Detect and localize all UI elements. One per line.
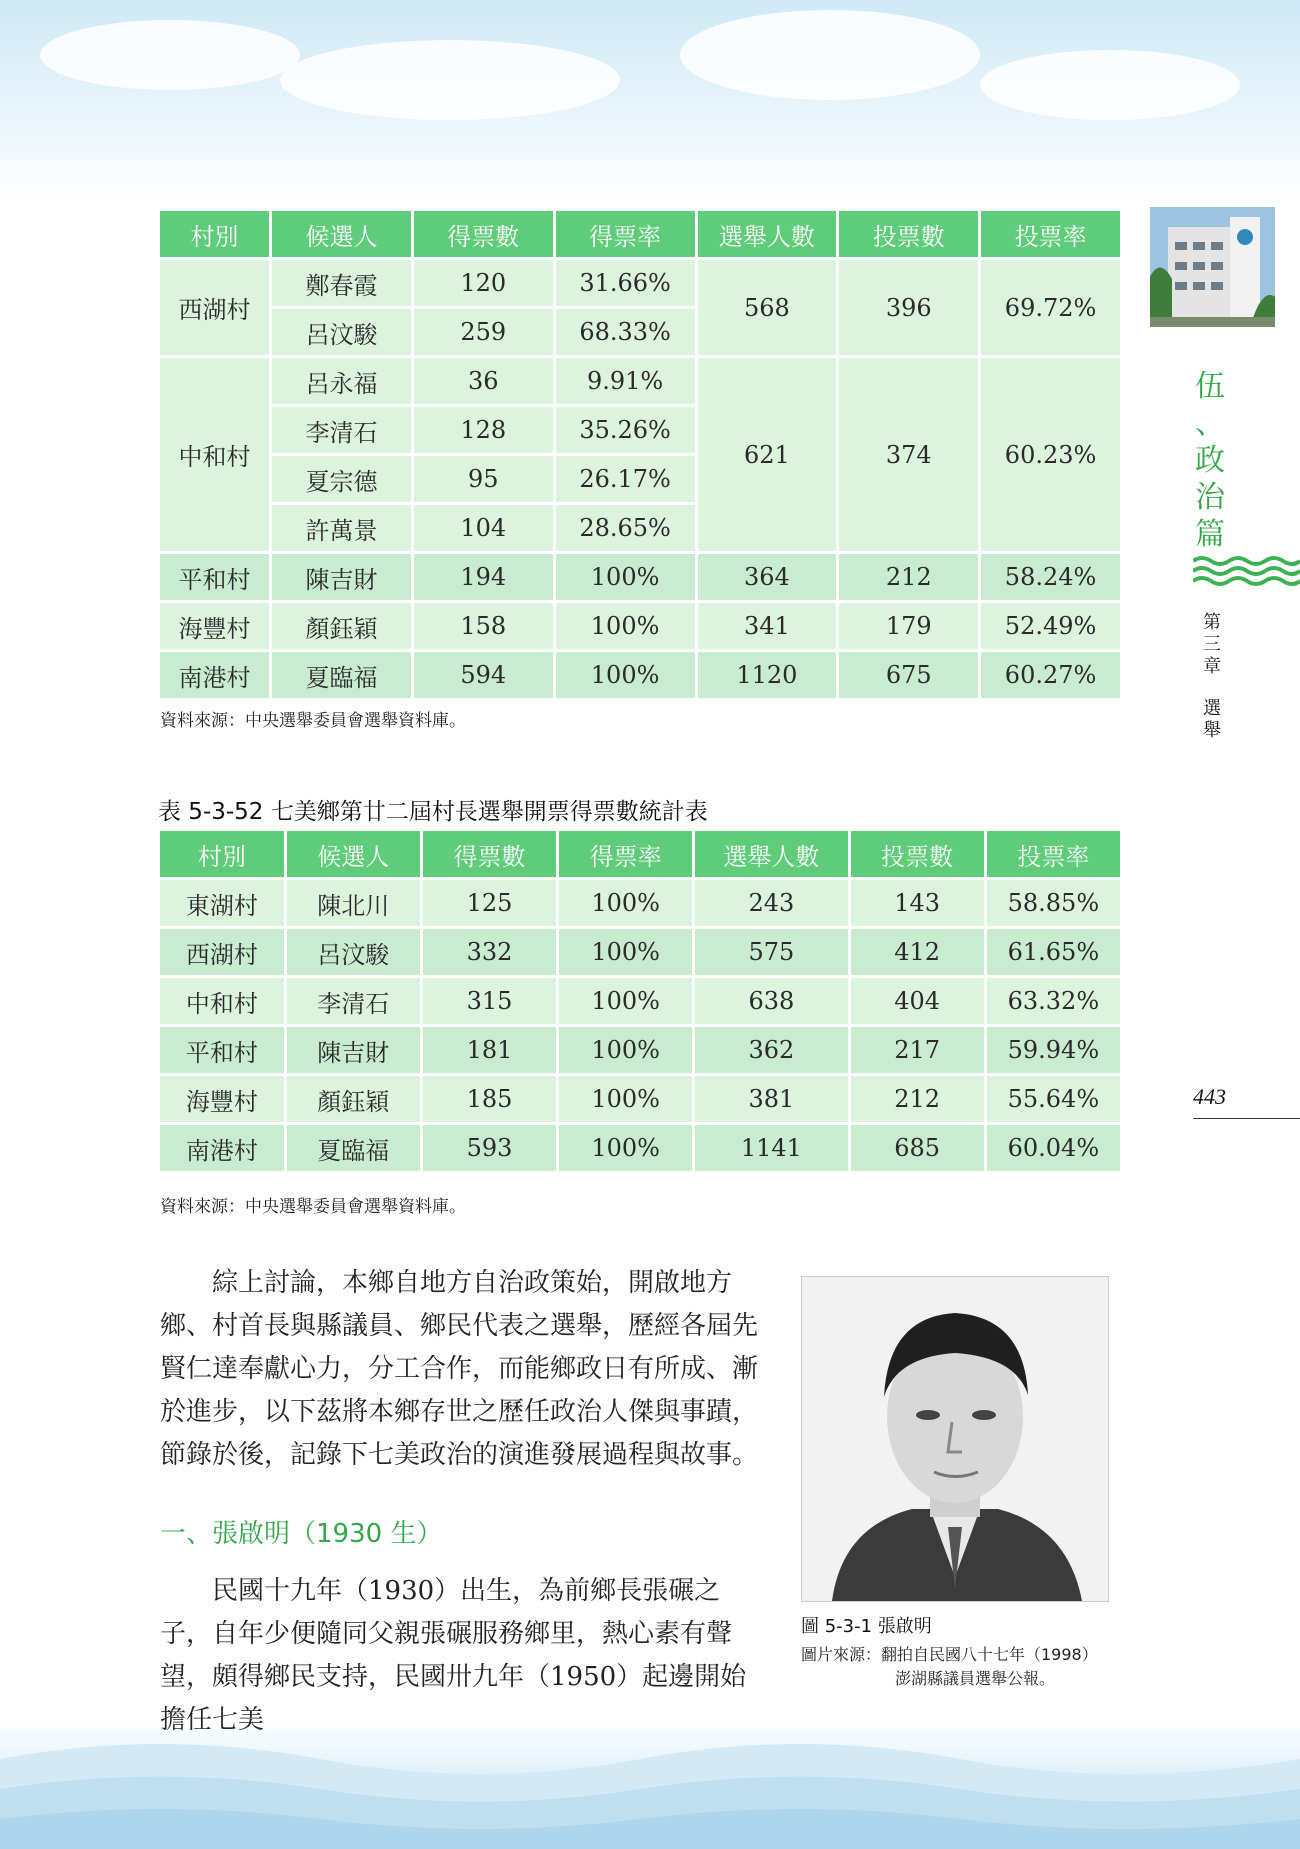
votes-cell: 315 [423, 978, 556, 1024]
page-number-rule [1193, 1118, 1300, 1119]
candidate-cell: 夏臨福 [287, 1125, 420, 1171]
cloud-shape [980, 50, 1240, 120]
votes-cell: 95 [414, 456, 553, 502]
table-row [160, 880, 1120, 926]
turnout-cell: 59.94% [987, 1027, 1120, 1073]
candidate-cell: 呂汶駿 [287, 929, 420, 975]
vote-rate-cell: 100% [559, 1027, 692, 1073]
building-image [1150, 207, 1275, 327]
vote-table-2 [157, 828, 1123, 1174]
village-cell: 海豐村 [160, 1076, 284, 1122]
table-2-title: 表 5-3-52 七美鄉第廿二屆村長選舉開票得票數統計表 [158, 799, 708, 825]
header-vote-rate: 得票率 [559, 831, 692, 877]
ballots-cell: 412 [851, 929, 984, 975]
sky-background [0, 0, 1300, 200]
portrait-image [802, 1277, 1108, 1601]
village-cell: 南港村 [160, 1125, 284, 1171]
turnout-cell: 58.24% [981, 554, 1120, 600]
vote-rate-cell: 26.17% [556, 456, 695, 502]
candidate-cell: 顏鈺穎 [287, 1076, 420, 1122]
ballots-cell: 217 [851, 1027, 984, 1073]
page-number: 443 [1193, 1084, 1226, 1109]
vote-rate-cell: 35.26% [556, 407, 695, 453]
chapter-char: 第 [1203, 612, 1221, 633]
table-1-source: 資料來源：中央選舉委員會選舉資料庫。 [160, 711, 466, 731]
electors-cell: 1120 [698, 652, 837, 698]
chapter-spacer [1198, 678, 1226, 698]
turnout-cell: 69.72% [981, 260, 1120, 355]
table-2-source: 資料來源：中央選舉委員會選舉資料庫。 [160, 1197, 466, 1217]
chapter-char: 章 [1203, 656, 1221, 677]
turnout-cell: 63.32% [987, 978, 1120, 1024]
votes-cell: 128 [414, 407, 553, 453]
village-cell: 中和村 [160, 358, 269, 551]
vote-rate-cell: 100% [559, 929, 692, 975]
vote-rate-cell: 31.66% [556, 260, 695, 306]
part-title-vertical [1190, 368, 1230, 553]
electors-cell: 568 [698, 260, 837, 355]
votes-cell: 185 [423, 1076, 556, 1122]
part-title-char: 、 [1195, 406, 1225, 441]
vote-rate-cell: 100% [559, 880, 692, 926]
candidate-cell: 陳吉財 [272, 554, 411, 600]
electors-cell: 243 [695, 880, 847, 926]
header-votes: 得票數 [414, 211, 553, 257]
candidate-cell: 夏臨福 [272, 652, 411, 698]
chapter-char: 選 [1203, 698, 1221, 719]
electors-cell: 575 [695, 929, 847, 975]
votes-cell: 181 [423, 1027, 556, 1073]
ballots-cell: 404 [851, 978, 984, 1024]
candidate-cell: 鄭春霞 [272, 260, 411, 306]
candidate-cell: 顏鈺穎 [272, 603, 411, 649]
ballots-cell: 675 [839, 652, 978, 698]
figure-source [801, 1643, 1161, 1691]
village-cell: 平和村 [160, 1027, 284, 1073]
chapter-char: 舉 [1203, 720, 1221, 741]
part-title-char: 篇 [1195, 517, 1225, 552]
part-title-char: 伍 [1195, 369, 1225, 404]
votes-cell: 36 [414, 358, 553, 404]
village-cell: 東湖村 [160, 880, 284, 926]
turnout-cell: 55.64% [987, 1076, 1120, 1122]
figure-source-line-1: 圖片來源：翻拍自民國八十七年（1998） [801, 1645, 1098, 1664]
turnout-cell: 61.65% [987, 929, 1120, 975]
ballots-cell: 396 [839, 260, 978, 355]
table-row [160, 1027, 1120, 1073]
table-row [160, 1076, 1120, 1122]
chapter-title-vertical [1198, 612, 1226, 742]
electors-cell: 341 [698, 603, 837, 649]
header-candidate: 候選人 [272, 211, 411, 257]
header-ballots: 投票數 [851, 831, 984, 877]
votes-cell: 125 [423, 880, 556, 926]
header-electors: 選舉人數 [695, 831, 847, 877]
candidate-cell: 陳北川 [287, 880, 420, 926]
building-thumbnail [1150, 207, 1275, 327]
vote-rate-cell: 100% [559, 978, 692, 1024]
header-village: 村別 [160, 831, 284, 877]
table-row [160, 260, 1120, 306]
table-row [160, 929, 1120, 975]
electors-cell: 638 [695, 978, 847, 1024]
header-votes: 得票數 [423, 831, 556, 877]
vote-rate-cell: 100% [556, 554, 695, 600]
village-cell: 西湖村 [160, 929, 284, 975]
ballots-cell: 212 [851, 1076, 984, 1122]
body-paragraph-2: 民國十九年（1930）出生，為前鄉長張碾之子，自年少便隨同父親張碾服務鄉里，熱心素有聲望，頗得鄉民支持，民國卅九年（1950）起邊開始擔任七美 [160, 1576, 747, 1735]
ballots-cell: 374 [839, 358, 978, 551]
village-cell: 南港村 [160, 652, 269, 698]
village-cell: 海豐村 [160, 603, 269, 649]
vote-rate-cell: 28.65% [556, 505, 695, 551]
header-candidate: 候選人 [287, 831, 420, 877]
header-village: 村別 [160, 211, 269, 257]
turnout-cell: 52.49% [981, 603, 1120, 649]
figure-source-line-2: 澎湖縣議員選舉公報。 [895, 1669, 1056, 1688]
electors-cell: 364 [698, 554, 837, 600]
table-row [160, 358, 1120, 404]
table-row [160, 652, 1120, 698]
vote-table-1 [157, 208, 1123, 701]
turnout-cell: 58.85% [987, 880, 1120, 926]
part-title-char: 政 [1195, 443, 1225, 478]
votes-cell: 259 [414, 309, 553, 355]
vote-rate-cell: 100% [559, 1076, 692, 1122]
village-cell: 中和村 [160, 978, 284, 1024]
header-vote-rate: 得票率 [556, 211, 695, 257]
header-ballots: 投票數 [839, 211, 978, 257]
candidate-cell: 陳吉財 [287, 1027, 420, 1073]
ballots-cell: 685 [851, 1125, 984, 1171]
electors-cell: 381 [695, 1076, 847, 1122]
vote-rate-cell: 100% [556, 603, 695, 649]
cloud-shape [680, 10, 980, 100]
table-row [160, 1125, 1120, 1171]
section-heading: 一、張啟明（1930 生） [160, 1519, 443, 1549]
turnout-cell: 60.04% [987, 1125, 1120, 1171]
table-row [160, 603, 1120, 649]
ballots-cell: 179 [839, 603, 978, 649]
candidate-cell: 呂汶駿 [272, 309, 411, 355]
chapter-char: 三 [1203, 634, 1221, 655]
vote-rate-cell: 100% [559, 1125, 692, 1171]
figure-caption: 圖 5-3-1 張啟明 [801, 1616, 932, 1637]
header-turnout: 投票率 [987, 831, 1120, 877]
wave-ornament-icon [1193, 555, 1300, 589]
turnout-cell: 60.23% [981, 358, 1120, 551]
header-turnout: 投票率 [981, 211, 1120, 257]
votes-cell: 593 [423, 1125, 556, 1171]
portrait-photo [801, 1276, 1109, 1602]
candidate-cell: 李清石 [287, 978, 420, 1024]
vote-rate-cell: 68.33% [556, 309, 695, 355]
table-header-row [160, 211, 1120, 257]
cloud-shape [40, 20, 300, 90]
ballots-cell: 212 [839, 554, 978, 600]
electors-cell: 1141 [695, 1125, 847, 1171]
candidate-cell: 夏宗德 [272, 456, 411, 502]
table-row [160, 554, 1120, 600]
village-cell: 平和村 [160, 554, 269, 600]
table-row [160, 978, 1120, 1024]
vote-rate-cell: 100% [556, 652, 695, 698]
votes-cell: 120 [414, 260, 553, 306]
ballots-cell: 143 [851, 880, 984, 926]
votes-cell: 158 [414, 603, 553, 649]
candidate-cell: 呂永福 [272, 358, 411, 404]
part-title-char: 治 [1195, 480, 1225, 515]
table-header-row [160, 831, 1120, 877]
turnout-cell: 60.27% [981, 652, 1120, 698]
header-electors: 選舉人數 [698, 211, 837, 257]
candidate-cell: 李清石 [272, 407, 411, 453]
votes-cell: 104 [414, 505, 553, 551]
cloud-shape [280, 40, 620, 120]
votes-cell: 194 [414, 554, 553, 600]
votes-cell: 594 [414, 652, 553, 698]
electors-cell: 362 [695, 1027, 847, 1073]
electors-cell: 621 [698, 358, 837, 551]
body-paragraph-1: 綜上討論，本鄉自地方自治政策始，開啟地方鄉、村首長與縣議員、鄉民代表之選舉，歷經各屆先賢仁達奉獻心力，分工合作，而能鄉政日有所成、漸於進步，以下茲將本鄉存世之歷任政治人傑與事蹟，節錄於後，記錄下七美政治的演進發展過程與故事。 [160, 1268, 759, 1470]
village-cell: 西湖村 [160, 260, 269, 355]
vote-rate-cell: 9.91% [556, 358, 695, 404]
candidate-cell: 許萬景 [272, 505, 411, 551]
votes-cell: 332 [423, 929, 556, 975]
